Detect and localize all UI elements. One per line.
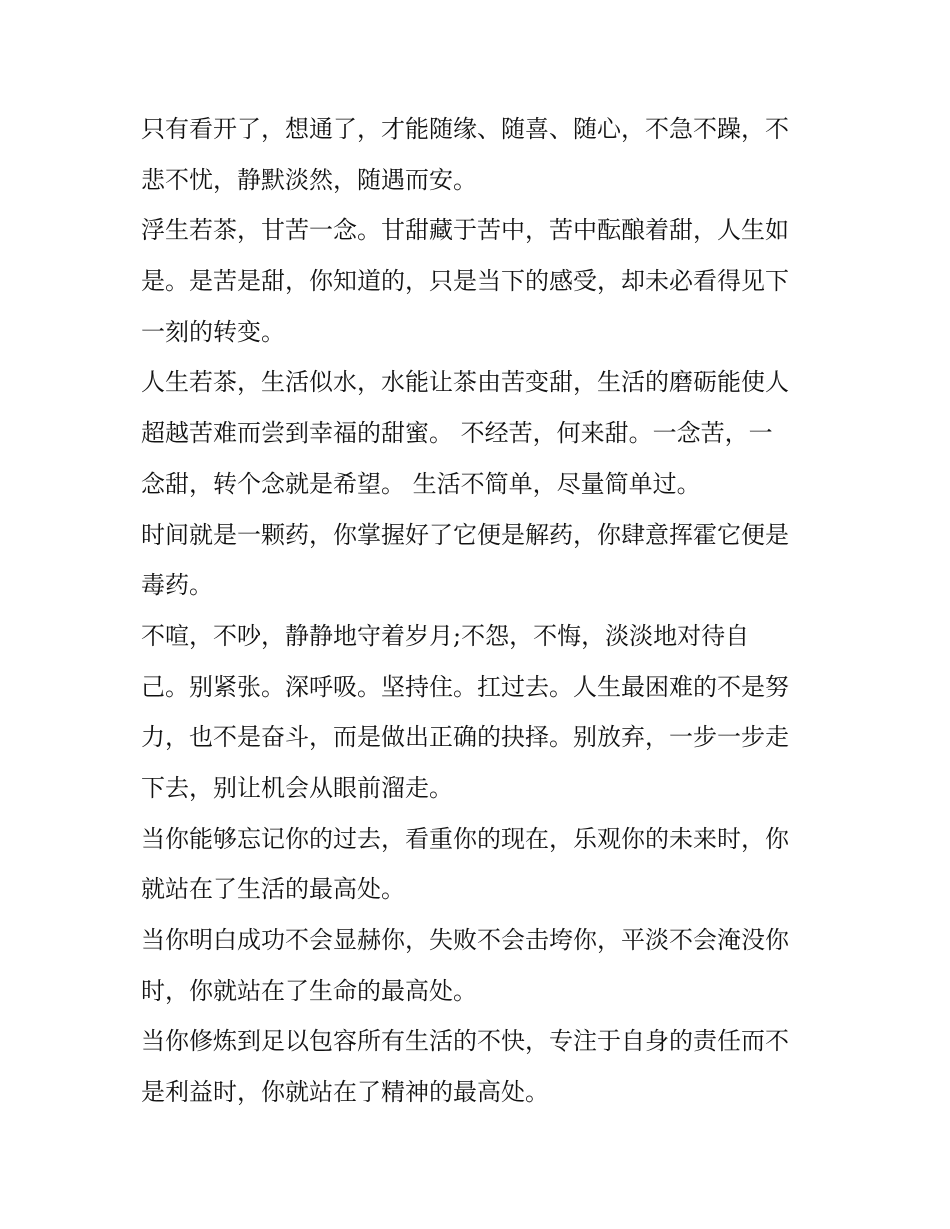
document-body xyxy=(141,104,813,1118)
text-line: 只有看开了，想通了，才能随缘、随喜、随心，不急不躁，不 xyxy=(141,115,789,143)
text-line: 当你明白成功不会显赫你，失败不会击垮你，平淡不会淹没你 xyxy=(141,926,789,954)
text-line: 当你能够忘记你的过去，看重你的现在，乐观你的未来时，你 xyxy=(141,824,789,853)
text-line: 是。是苦是甜，你知道的，只是当下的感受，却未必看得见下 xyxy=(141,267,789,296)
text-line: 一刻的转变。 xyxy=(141,317,285,346)
text-line: 就站在了生活的最高处。 xyxy=(141,875,405,904)
paragraph xyxy=(141,205,813,357)
paragraph xyxy=(141,1016,813,1117)
text-line: 毒药。 xyxy=(141,571,213,600)
text-line: 是利益时，你就站在了精神的最高处。 xyxy=(141,1078,549,1107)
text-line: 力，也不是奋斗，而是做出正确的抉择。别放弃，一步一步走 xyxy=(141,723,789,752)
text-line: 念甜，转个念就是希望。 生活不简单，尽量简单过。 xyxy=(141,469,701,498)
text-line: 下去，别让机会从眼前溜走。 xyxy=(141,773,453,802)
paragraph xyxy=(141,611,813,814)
paragraph xyxy=(141,915,813,1016)
text-line: 当你修炼到足以包容所有生活的不快，专注于自身的责任而不 xyxy=(141,1027,789,1056)
text-line: 不喧，不吵，静静地守着岁月;不怨，不悔，淡淡地对待自 xyxy=(141,621,750,650)
text-line: 时，你就站在了生命的最高处。 xyxy=(141,976,477,1005)
text-line: 超越苦难而尝到幸福的甜蜜。 不经苦，何来甜。一念苦，一 xyxy=(141,419,773,448)
text-line: 己。别紧张。深呼吸。坚持住。扛过去。人生最困难的不是努 xyxy=(141,672,789,701)
text-line: 浮生若茶，甘苦一念。甘甜藏于苦中，苦中酝酿着甜，人生如 xyxy=(141,216,789,245)
paragraph xyxy=(141,104,813,205)
text-line: 时间就是一颗药，你掌握好了它便是解药，你肆意挥霍它便是 xyxy=(141,520,789,549)
text-line: 悲不忧，静默淡然，随遇而安。 xyxy=(141,165,477,194)
text-line: 人生若茶，生活似水，水能让茶由苦变甜，生活的磨砺能使人 xyxy=(141,368,789,397)
paragraph xyxy=(141,814,813,915)
paragraph xyxy=(141,357,813,509)
paragraph xyxy=(141,510,813,611)
